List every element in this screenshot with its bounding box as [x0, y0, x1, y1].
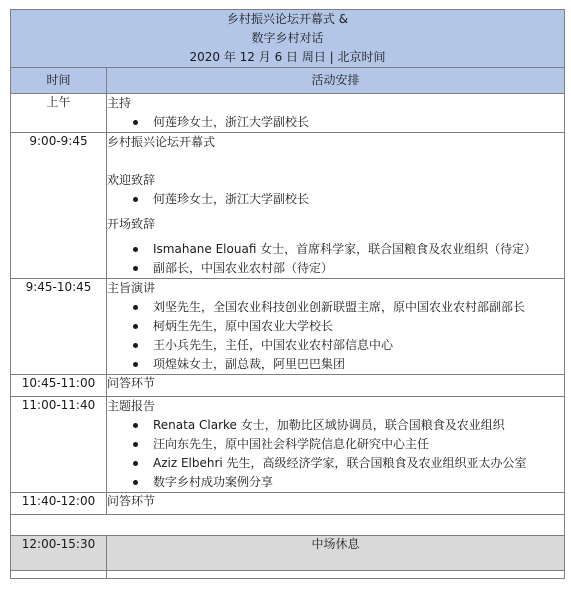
- table-row: [11, 397, 565, 493]
- bullet-icon: [133, 197, 138, 202]
- table-row: [11, 94, 565, 133]
- event-title-line-1: 乡村振兴论坛开幕式 &: [226, 12, 349, 26]
- time-cell: 11:00-11:40: [11, 397, 107, 493]
- time-cell: 11:40-12:00: [11, 493, 107, 515]
- activity-cell: [107, 397, 565, 493]
- table-row: [11, 279, 565, 375]
- bullet-icon: [133, 247, 138, 252]
- time-cell: 9:45-10:45: [11, 279, 107, 375]
- time-cell: 10:45-11:00: [11, 375, 107, 397]
- column-header-row: [11, 68, 565, 94]
- agenda-table: [10, 9, 565, 579]
- table-row: [11, 536, 565, 571]
- list-item: 何莲珍女士，浙江大学副校长: [131, 190, 564, 209]
- list-item: 副部长，中国农业农村部（待定）: [131, 259, 564, 278]
- time-cell: 12:00-15:30: [11, 536, 107, 571]
- column-header-time: 时间: [11, 68, 107, 94]
- list-item: 数字乡村成功案例分享: [131, 473, 564, 492]
- table-header-row: [11, 10, 565, 68]
- table-row: [11, 133, 565, 279]
- people-list: [107, 240, 564, 278]
- list-item: 柯炳生先生，原中国农业大学校长: [131, 317, 564, 336]
- bullet-icon: [133, 362, 138, 367]
- table-row: [11, 375, 565, 397]
- bullet-icon: [133, 480, 138, 485]
- section-label: 乡村振兴论坛开幕式: [107, 135, 216, 149]
- people-list: [107, 298, 564, 374]
- list-item: Renata Clarke 女士，加勒比区域协调员，联合国粮食及农业组织: [131, 416, 564, 435]
- activity-cell: [107, 94, 565, 133]
- activity-cell: 问答环节: [107, 375, 565, 397]
- bullet-icon: [133, 343, 138, 348]
- list-item: Aziz Elbehri 先生，高级经济学家，联合国粮食及农业组织亚太办公室: [131, 454, 564, 473]
- spacer-row: [11, 571, 565, 579]
- bullet-icon: [133, 423, 138, 428]
- event-header: [11, 10, 565, 68]
- bullet-icon: [133, 305, 138, 310]
- table-row: [11, 493, 565, 515]
- section-label: 主题报告: [107, 399, 156, 413]
- activity-cell: 中场休息: [107, 536, 565, 571]
- people-list: [107, 416, 564, 492]
- time-cell: 9:00-9:45: [11, 133, 107, 279]
- list-item: 汪向东先生，原中国社会科学院信息化研究中心主任: [131, 435, 564, 454]
- activity-cell: [107, 279, 565, 375]
- list-item: 何莲珍女士，浙江大学副校长: [131, 113, 564, 132]
- list-item: 项煌妹女士，副总裁，阿里巴巴集团: [131, 355, 564, 374]
- bullet-icon: [133, 461, 138, 466]
- activity-cell: 问答环节: [107, 493, 565, 515]
- section-label: 欢迎致辞: [107, 173, 156, 187]
- people-list: [107, 190, 564, 209]
- list-item: Ismahane Elouafi 女士，首席科学家，联合国粮食及农业组织（待定）: [131, 240, 564, 259]
- column-header-activity: 活动安排: [107, 68, 565, 94]
- people-list: [107, 113, 564, 132]
- bullet-icon: [133, 324, 138, 329]
- section-label: 主持: [107, 96, 132, 110]
- bullet-icon: [133, 266, 138, 271]
- bullet-icon: [133, 442, 138, 447]
- spacer-row: [11, 515, 565, 536]
- bullet-icon: [133, 120, 138, 125]
- list-item: 王小兵先生，主任，中国农业农村部信息中心: [131, 336, 564, 355]
- time-cell: 上午: [11, 94, 107, 133]
- event-title-line-2: 数字乡村对话: [251, 31, 324, 45]
- activity-cell: [107, 133, 565, 279]
- section-label: 主旨演讲: [107, 281, 156, 295]
- list-item: 刘坚先生，全国农业科技创业创新联盟主席，原中国农业农村部副部长: [131, 298, 564, 317]
- event-date: 2020 年 12 月 6 日 周日 | 北京时间: [189, 50, 386, 64]
- section-label: 开场致辞: [107, 217, 156, 231]
